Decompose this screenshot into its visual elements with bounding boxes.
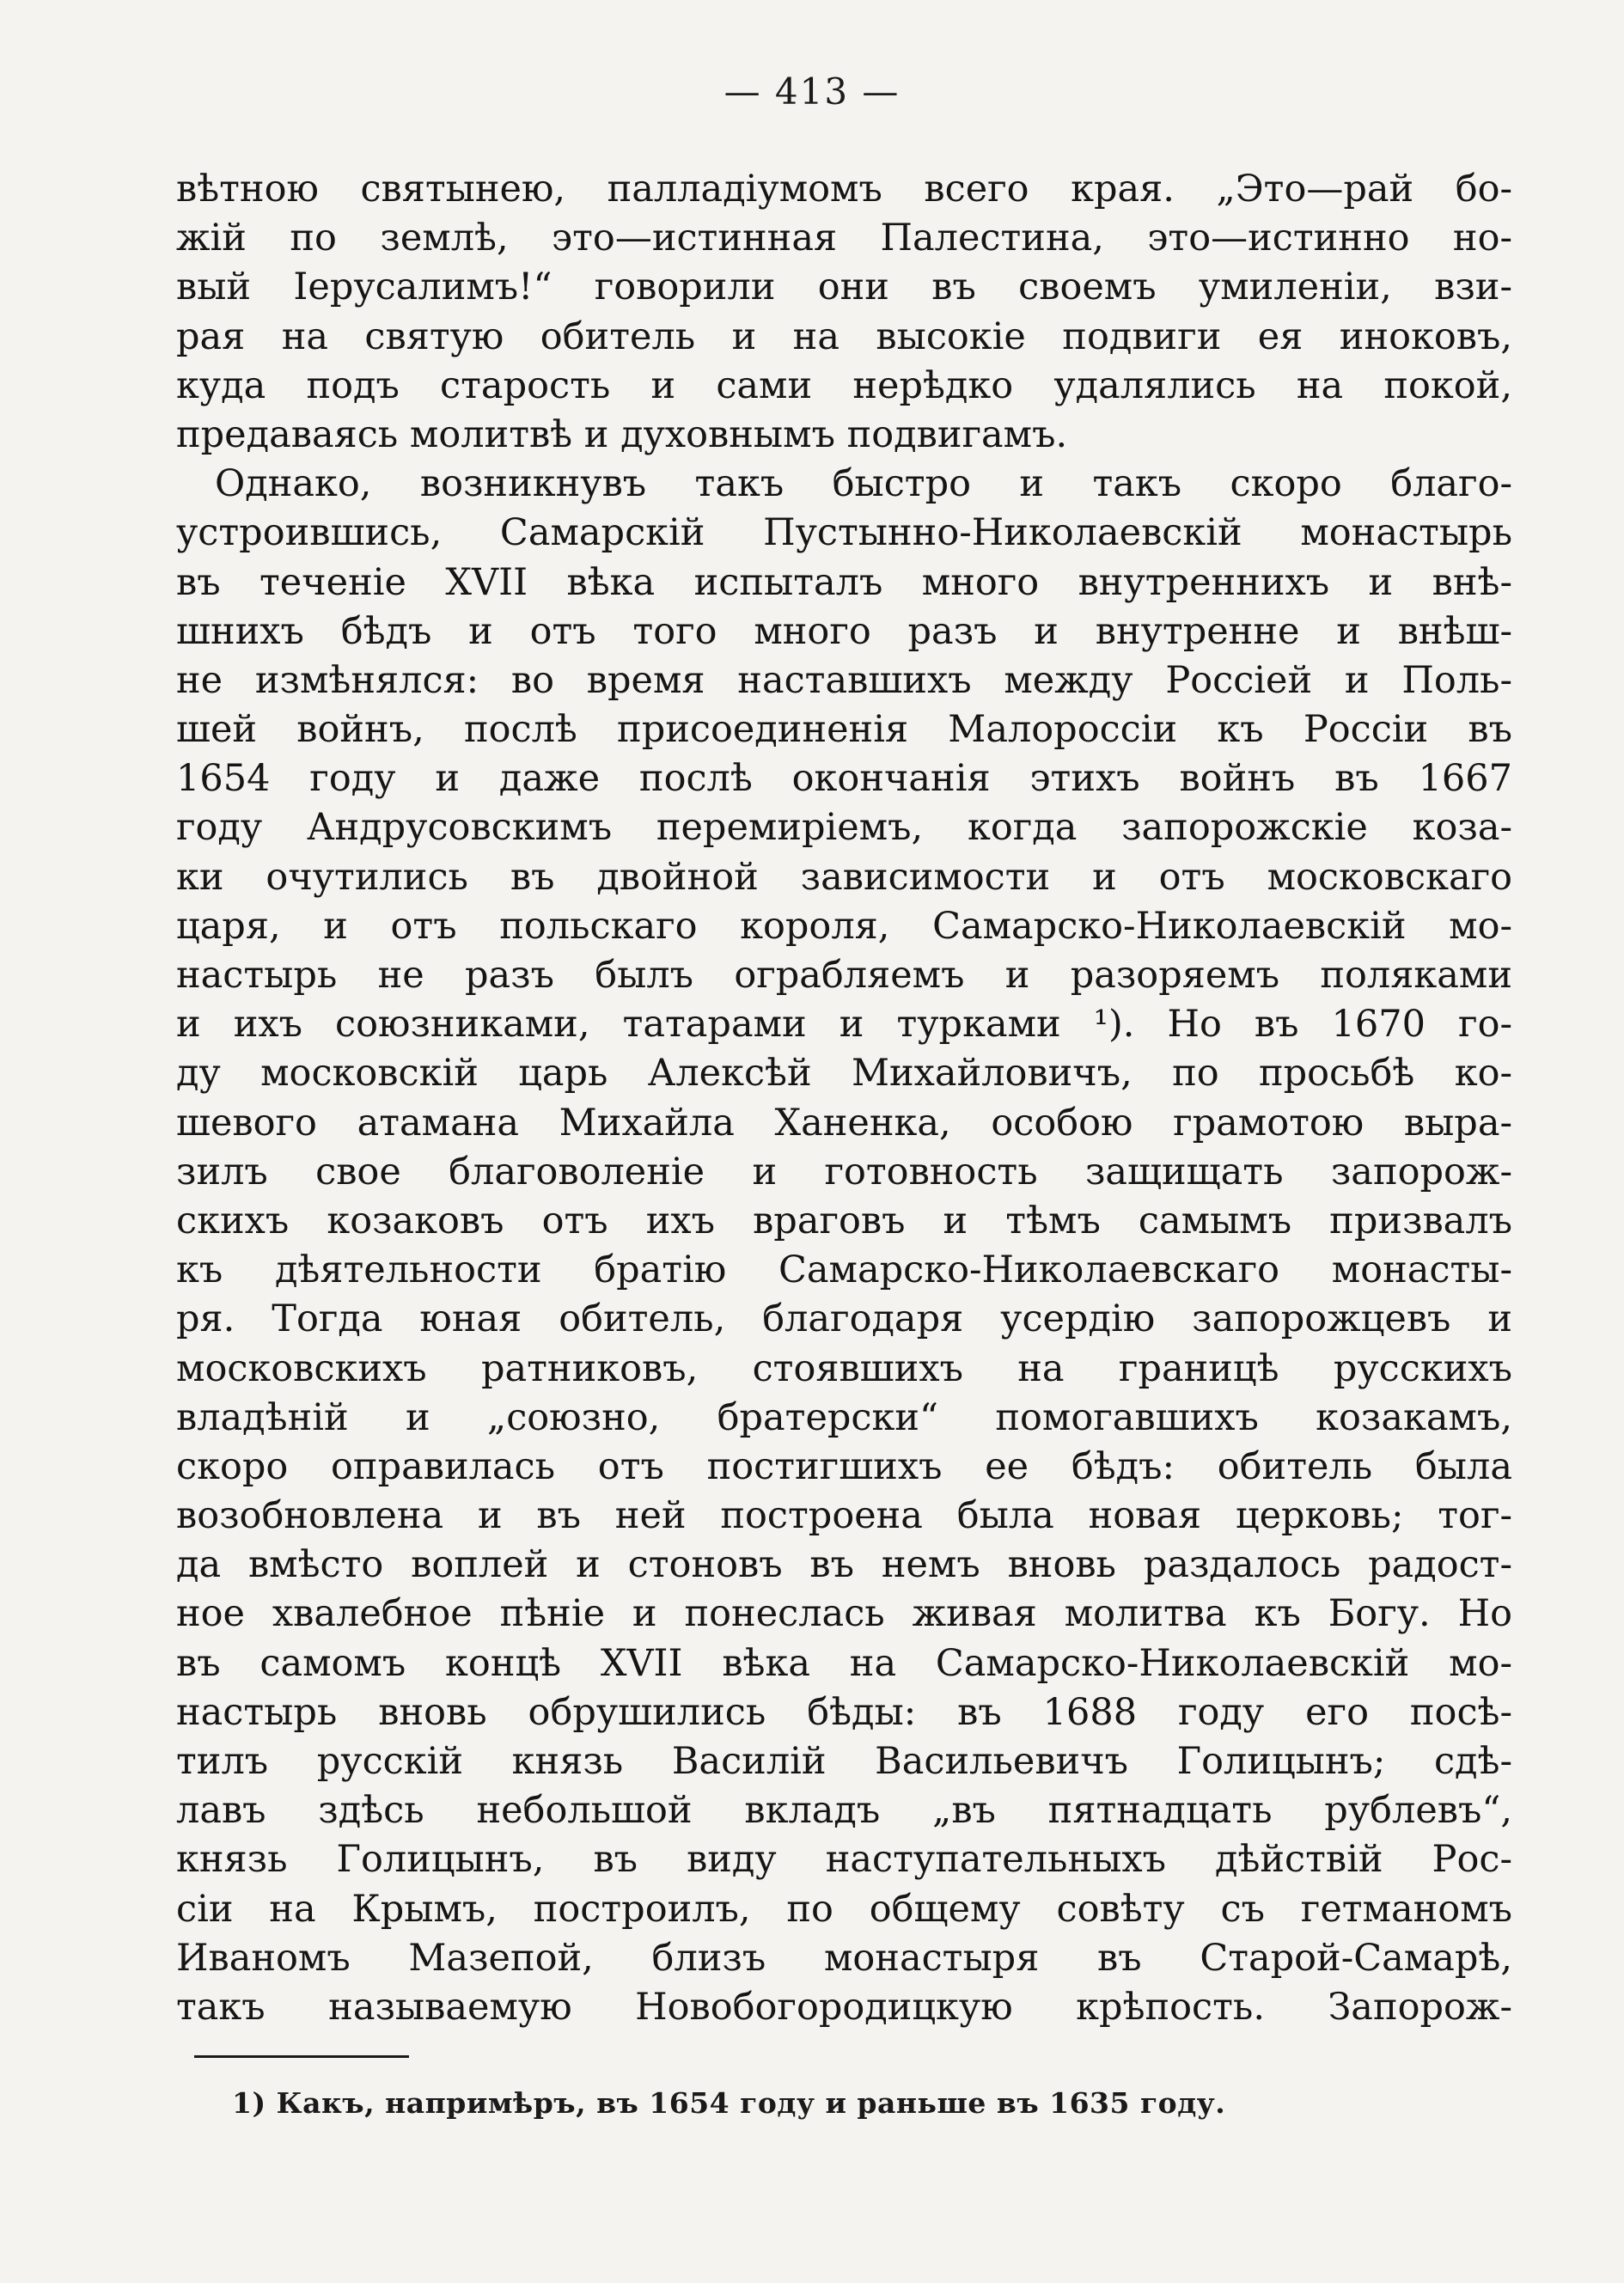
text-line-38: такъ называемую Новобогородицкую крѣпость. Запорож- <box>176 1985 1512 2029</box>
text-line-10: шнихъ бѣдъ и отъ того много разъ и внутренне и внѣш- <box>176 609 1512 653</box>
text-line-2: жій по землѣ, это—истинная Палестина, это—истинно но- <box>176 217 1512 260</box>
text-line-1: вѣтною святынею, палладіумомъ всего края. „Это—рай бо- <box>176 168 1512 211</box>
text-line-33: тилъ русскій князь Василій Васильевичъ Голицынъ; сдѣ- <box>176 1740 1512 1783</box>
text-line-36: сіи на Крымъ, построилъ, по общему совѣту съ гетманомъ <box>176 1887 1512 1931</box>
page-number: — 413 — <box>723 70 901 113</box>
text-line-30: ное хвалебное пѣніе и понеслась живая молитва къ Богу. Но <box>176 1592 1512 1636</box>
text-line-26: владѣній и „союзно, братерски“ помогавшихъ козакамъ, <box>176 1395 1512 1439</box>
text-line-19: ду московскій царь Алексѣй Михайловичъ, по просьбѣ ко- <box>176 1052 1512 1096</box>
text-line-29: да вмѣсто воплей и стоновъ въ немъ вновь раздалось радост- <box>176 1543 1512 1587</box>
text-line-13: 1654 году и даже послѣ окончанія этихъ войнъ въ 1667 <box>176 757 1512 801</box>
text-line-9: въ теченіе XVII вѣка испыталъ много внутреннихъ и внѣ- <box>176 560 1512 604</box>
text-line-34: лавъ здѣсь небольшой вкладъ „въ пятнадцать рублевъ“, <box>176 1789 1512 1833</box>
text-line-6: предаваясь молитвѣ и духовнымъ подвигамъ. <box>176 412 1068 456</box>
text-line-27: скоро оправилась отъ постигшихъ ее бѣдъ: обитель была <box>176 1444 1512 1488</box>
text-line-32: настырь вновь обрушились бѣды: въ 1688 году его посѣ- <box>176 1690 1512 1734</box>
text-line-4: рая на святую обитель и на высокіе подвиги ея иноковъ, <box>176 314 1512 358</box>
footnote: 1) Какъ, напримѣръ, въ 1654 году и раньше въ 1635 году. <box>232 2086 1226 2120</box>
text-line-31: въ самомъ концѣ XVII вѣка на Самарско-Николаевскій мо- <box>176 1641 1512 1685</box>
body-text <box>176 165 1512 2032</box>
text-line-35: князь Голицынъ, въ виду наступательныхъ дѣйствій Рос- <box>176 1838 1512 1882</box>
text-line-5: куда подъ старость и сами нерѣдко удалялись на покой, <box>176 363 1512 407</box>
text-line-37: Иваномъ Мазепой, близъ монастыря въ Старой-Самарѣ, <box>176 1936 1512 1980</box>
text-line-7: Однако, возникнувъ такъ быстро и такъ скоро благо- <box>215 462 1512 506</box>
text-line-28: возобновлена и въ ней построена была новая церковь; тог- <box>176 1494 1512 1538</box>
text-line-15: ки очутились въ двойной зависимости и отъ московскаго <box>176 855 1512 899</box>
text-line-22: скихъ козаковъ отъ ихъ враговъ и тѣмъ самымъ призвалъ <box>176 1199 1512 1242</box>
text-line-24: ря. Тогда юная обитель, благодаря усердію запорожцевъ и <box>176 1297 1512 1341</box>
text-line-3: вый Іерусалимъ!“ говорили они въ своемъ умиленіи, взи- <box>176 266 1512 309</box>
text-line-25: московскихъ ратниковъ, стоявшихъ на границѣ русскихъ <box>176 1346 1512 1390</box>
text-line-8: устроившись, Самарскій Пустынно-Николаевскій монастырь <box>176 511 1512 555</box>
text-line-17: настырь не разъ былъ ограбляемъ и разоряемъ поляками <box>176 954 1512 997</box>
text-line-18: и ихъ союзниками, татарами и турками ¹). Но въ 1670 го- <box>176 1003 1512 1047</box>
text-line-11: не измѣнялся: во время наставшихъ между Россіей и Поль- <box>176 658 1512 702</box>
text-line-12: шей войнъ, послѣ присоединенія Малороссіи къ Россіи въ <box>176 708 1512 752</box>
footnote-divider <box>194 2055 409 2058</box>
text-line-14: году Андрусовскимъ перемиріемъ, когда запорожскіе коза- <box>176 806 1512 850</box>
text-line-21: зилъ свое благоволеніе и готовность защищать запорож- <box>176 1150 1512 1193</box>
text-line-23: къ дѣятельности братію Самарско-Николаевскаго монасты- <box>176 1248 1512 1292</box>
text-line-16: царя, и отъ польскаго короля, Самарско-Николаевскій мо- <box>176 904 1512 948</box>
text-line-20: шевого атамана Михайла Ханенка, особою грамотою выра- <box>176 1101 1512 1145</box>
